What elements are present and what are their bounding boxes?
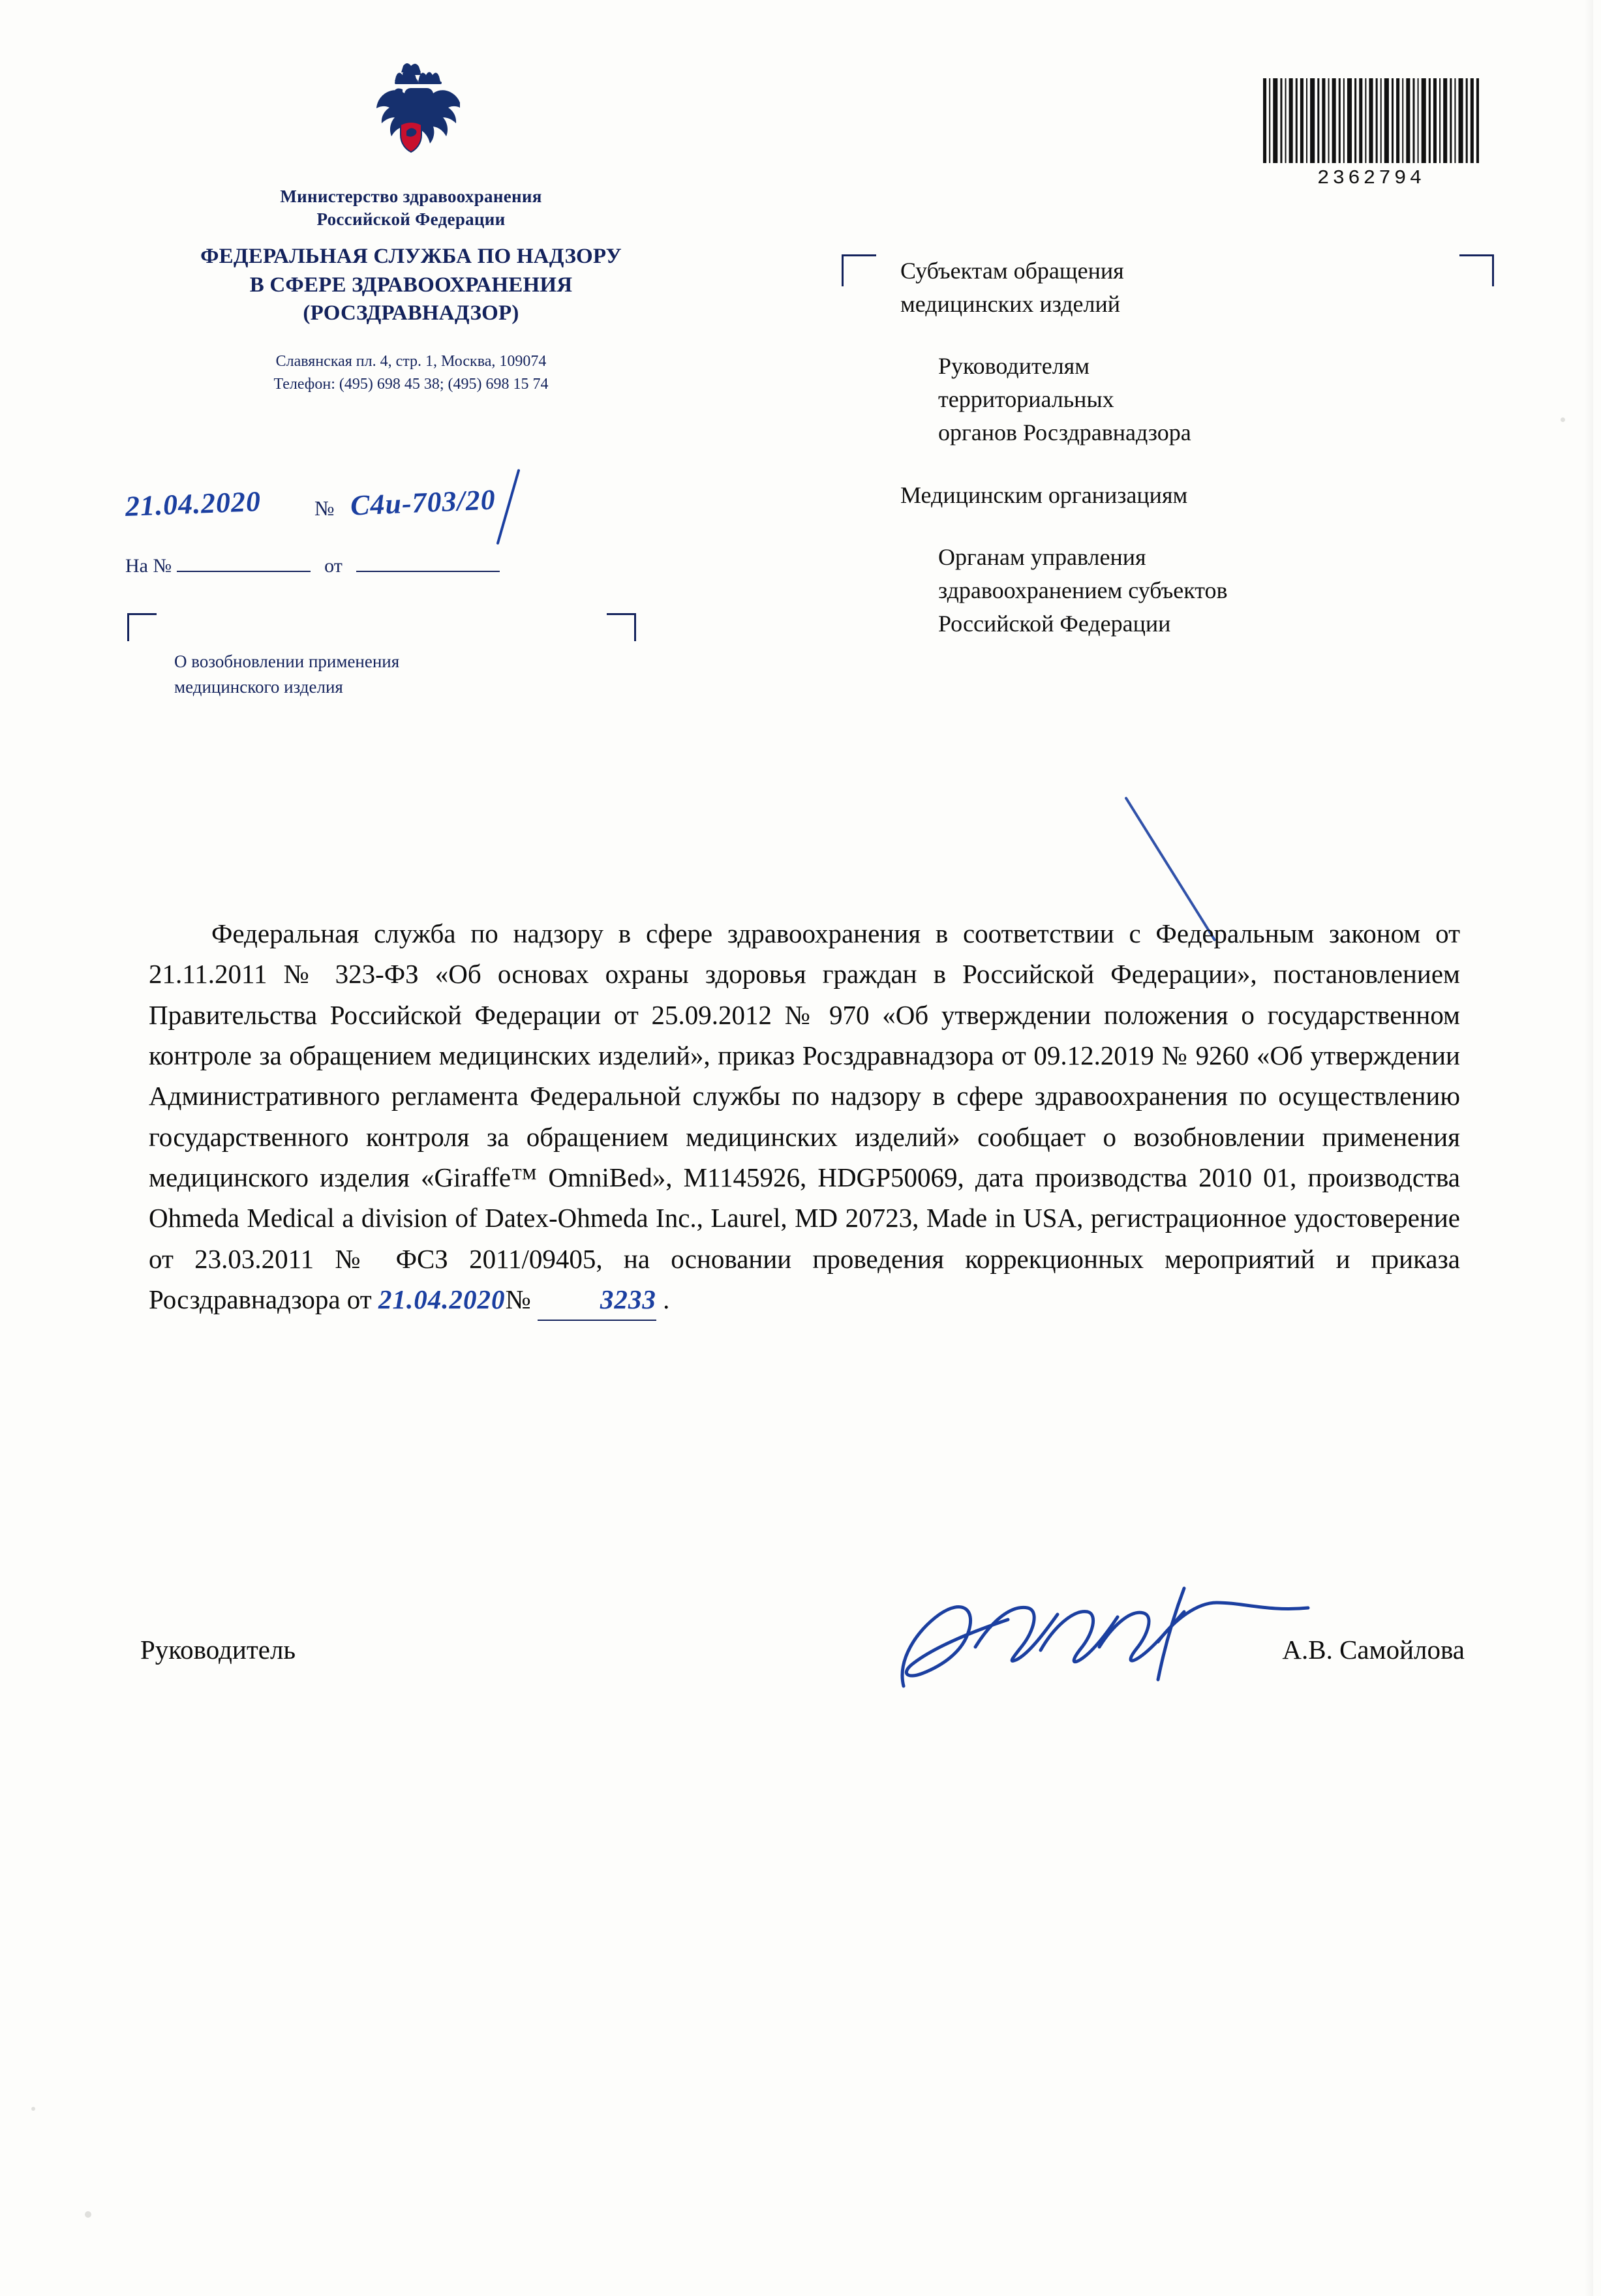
scan-edge-shadow [1584, 0, 1593, 2296]
reference-line [125, 483, 712, 532]
body-paragraph-text: Федеральная служба по надзору в сфере здравоохранения в соответствии с Федеральным законом от 21.11.2011 № 323-ФЗ «Об основах охраны здоровья граждан в Российской Федерации», постановлением Правительства Российской Федерации от 25.09.2012 № 970 «Об утверждении положения о государственном контроле за обращением медицинских изделий», приказ Росздравнадзора от 09.12.2019 № 9260 «Об утверждении Административного регламента Федеральной службы по надзору в сфере здравоохранения по осуществлению государственного контроля за обращением медицинских изделий» сообщает о возобновлении применения медицинского изделия «Giraffe™ OmniBed», M1145926, HDGP50069, дата производства 2010 01, производства Ohmeda Medical a division of Datex-Ohmeda Inc., Laurel, MD 20723, Made in USA, регистрационное удостоверение от 23.03.2011 № ФСЗ 2011/09405, на основании проведения коррекционных мероприятий и приказа Росздравнадзора от [149, 918, 1460, 1314]
order-date-handwritten: 21.04.2020 [378, 1284, 506, 1314]
handwritten-signature-icon [877, 1569, 1334, 1706]
barcode-block [1262, 78, 1480, 190]
addressee-lines [900, 254, 1455, 641]
russian-coat-of-arms-icon [362, 62, 460, 176]
scan-speck [31, 2107, 35, 2111]
reply-date-label: от [324, 555, 343, 577]
bracket-top-left [127, 613, 157, 641]
pen-stroke-slash [496, 469, 521, 545]
reply-date-value [356, 551, 500, 572]
ministry-line-1: Министерство здравоохранения [280, 187, 542, 206]
reply-to-value [177, 551, 311, 572]
letterhead [117, 62, 705, 395]
addressee-3-line-1: Медицинским организациям [900, 481, 1188, 508]
barcode-icon [1262, 78, 1480, 163]
agency-contacts [117, 350, 705, 396]
addressee-group-3 [900, 479, 1455, 512]
reply-to-label: На № [125, 555, 172, 577]
signature-block [140, 1614, 1465, 1693]
agency-phone: Телефон: (495) 698 45 38; (495) 698 15 74 [273, 375, 549, 393]
addressee-1-line-1: Субъектам обращения [900, 258, 1124, 284]
addressee-1-line-2: медицинских изделий [900, 291, 1121, 318]
ministry-line-2: Российской Федерации [316, 209, 506, 230]
addressee-2-line-2: территориальных [938, 386, 1114, 413]
scan-speck [1561, 417, 1565, 422]
ministry-name [117, 185, 705, 231]
subject-line-2: медицинского изделия [174, 677, 343, 697]
subject-text [174, 649, 399, 700]
agency-line-1: ФЕДЕРАЛЬНАЯ СЛУЖБА ПО НАДЗОРУ [200, 245, 622, 269]
agency-address: Славянская пл. 4, стр. 1, Москва, 109074 [275, 352, 547, 370]
body-paragraph [149, 913, 1460, 1321]
addressee-group-2 [900, 350, 1455, 449]
body-period: . [663, 1284, 670, 1314]
agency-line-3: (РОСЗДРАВНАДЗОР) [303, 301, 519, 325]
addressee-2-line-1: Руководителям [938, 353, 1090, 380]
subject-block [127, 613, 688, 711]
barcode-number: 2362794 [1317, 167, 1426, 190]
addressee-4-line-1: Органам управления [938, 543, 1146, 570]
subject-line-1: О возобновлении применения [174, 652, 400, 671]
reply-reference-line [125, 551, 712, 577]
addressee-2-line-3: органов Росздравнадзора [938, 419, 1191, 446]
scan-speck [85, 2211, 91, 2218]
reference-number-symbol: № [314, 496, 335, 520]
addressee-4-line-3: Российской Федерации [938, 610, 1171, 637]
reference-number-handwritten: С4и-703/20 [350, 483, 496, 522]
addressee-bracket-top-right [1459, 254, 1494, 286]
addressee-group-1 [900, 254, 1455, 321]
order-number-symbol: № [505, 1284, 531, 1314]
addressee-group-4 [900, 541, 1455, 641]
agency-name [117, 243, 705, 328]
reference-date-handwritten: 21.04.2020 [125, 485, 262, 522]
signature-title: Руководитель [140, 1635, 296, 1665]
letter-body [149, 913, 1460, 1321]
addressee-block [842, 254, 1494, 809]
bracket-top-right [607, 613, 636, 641]
agency-line-2: В СФЕРЕ ЗДРАВООХРАНЕНИЯ [249, 273, 573, 297]
signer-name: А.В. Самойлова [1282, 1635, 1465, 1665]
order-number-handwritten: 3233 [538, 1279, 656, 1321]
addressee-bracket-top-left [842, 254, 876, 286]
addressee-4-line-2: здравоохранением субъектов [938, 577, 1228, 603]
